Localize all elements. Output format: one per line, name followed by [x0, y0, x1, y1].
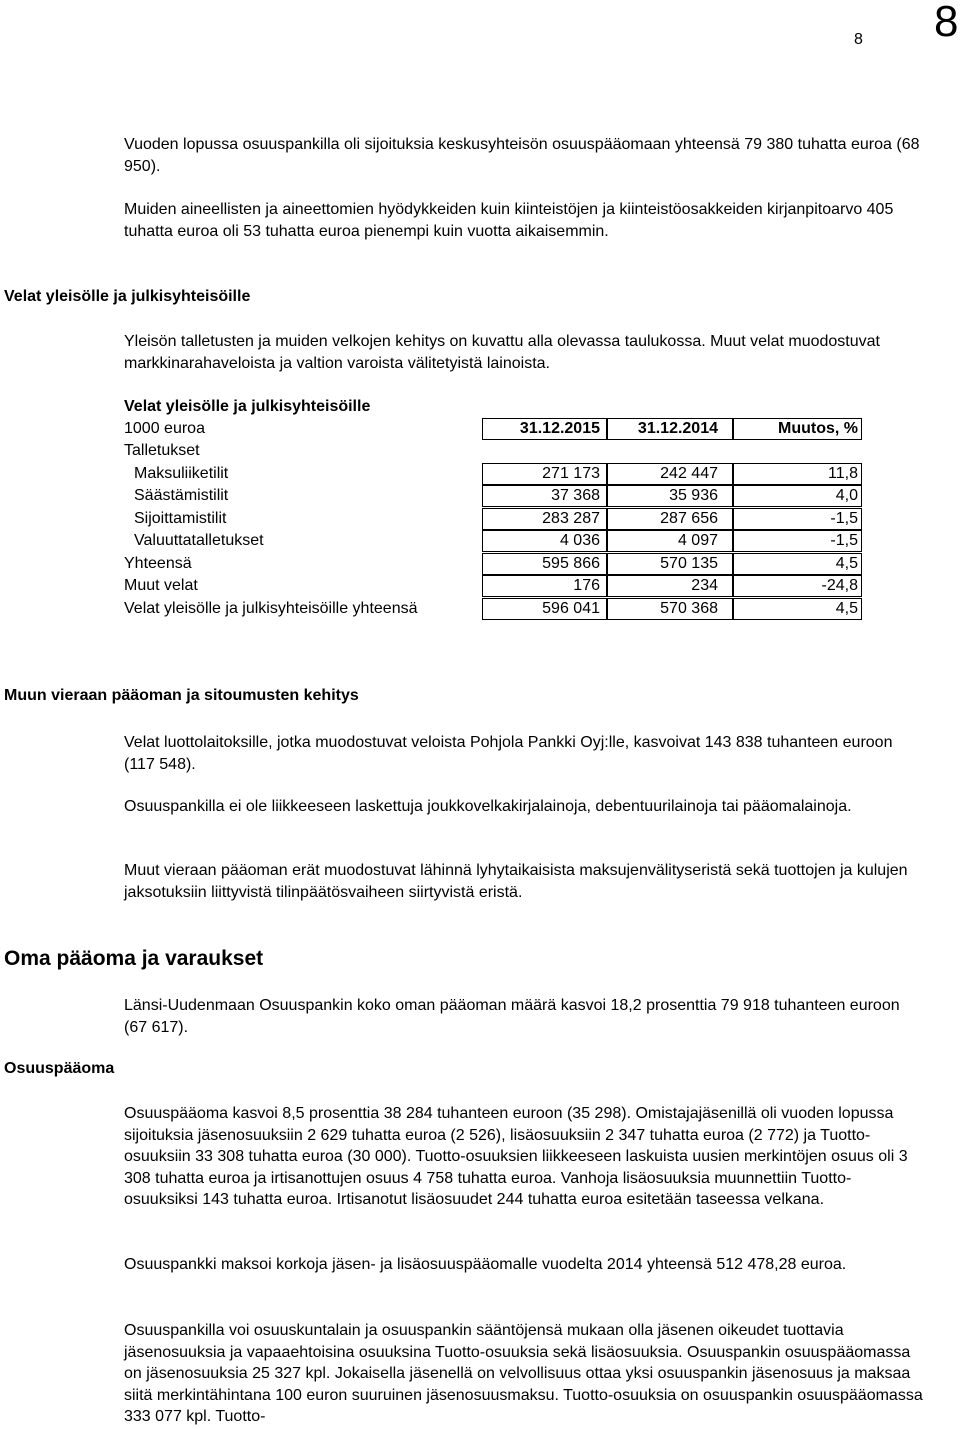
header-2014: 31.12.2014: [637, 420, 718, 437]
table-row: [124, 463, 864, 485]
cell-change: -24,8: [821, 577, 858, 594]
cell-2014: 242 447: [660, 464, 718, 482]
table-row: [124, 440, 864, 462]
equity-paragraph-1: Länsi-Uudenmaan Osuuspankin koko oman pääoman määrä kasvoi 18,2 prosenttia 79 918 tuhanteen euroon (67 617).: [124, 997, 900, 1036]
equity-paragraph-3: Osuuspankki maksoi korkoja jäsen- ja lisäosuuspääomalle vuodelta 2014 yhteensä 512 478,28 euroa.: [124, 1256, 847, 1273]
cell-2014: 4 097: [677, 532, 718, 549]
row-label: Maksuliiketilit: [134, 464, 229, 482]
cell-2014: 287 656: [660, 509, 718, 527]
table-header-row: [124, 418, 864, 440]
cell-2014: 234: [691, 577, 718, 594]
cell-2015: 176: [573, 577, 600, 594]
cell-change: 4,5: [835, 554, 858, 572]
cell-2014: 35 936: [669, 487, 718, 504]
subheading-cooperative-capital: Osuuspääoma: [4, 1060, 115, 1077]
table-row: [124, 485, 864, 507]
table-title: [124, 396, 864, 418]
page-number-large: 8: [934, 0, 959, 46]
row-label: Säästämistilit: [134, 487, 229, 504]
table-title-text: Velat yleisölle ja julkisyhteisöille: [124, 398, 371, 415]
intro-paragraph-1: Vuoden lopussa osuuspankilla oli sijoituksia keskusyhteisön osuuspääomaan yhteensä 79 380 tuhatta euroa (68 950).: [124, 136, 920, 175]
row-label: Muut velat: [124, 577, 198, 594]
table-row: [124, 553, 864, 575]
header-2015: 31.12.2015: [519, 420, 600, 437]
cell-2015: 595 866: [542, 554, 600, 572]
table-row: [124, 575, 864, 597]
other-paragraph-1: Velat luottolaitoksille, jotka muodostuvat veloista Pohjola Pankki Oyj:lle, kasvoivat 143 838 tuhanteen euroon (117 548).: [124, 734, 893, 773]
other-paragraph-2: Osuuspankilla ei ole liikkeeseen laskettuja joukkovelkakirjalainoja, debentuurilainoja tai pääomalainoja.: [124, 798, 852, 815]
table-row: [124, 598, 864, 620]
table-row: [124, 530, 864, 552]
table-row: [124, 508, 864, 530]
page-number: 8: [854, 31, 863, 48]
cell-change: -1,5: [830, 532, 858, 549]
cell-2015: 596 041: [542, 599, 600, 617]
cell-2014: 570 135: [660, 554, 718, 572]
cell-2015: 4 036: [559, 532, 600, 549]
section-heading-equity: Oma pääoma ja varaukset: [4, 947, 264, 970]
row-label: Talletukset: [124, 442, 200, 459]
cell-2015: 283 287: [542, 509, 600, 527]
deposits-paragraph: Yleisön talletusten ja muiden velkojen kehitys on kuvattu alla olevassa taulukossa. Muut velat muodostuvat markkinarahaveloista ja valtion varoista välitetyistä lainoista.: [124, 333, 880, 372]
row-label: Yhteensä: [124, 554, 192, 572]
row-label: Sijoittamistilit: [134, 509, 227, 527]
cell-2014: 570 368: [660, 599, 718, 617]
cell-change: 4,5: [835, 599, 858, 617]
header-unit: 1000 euroa: [124, 420, 205, 437]
cell-2015: 271 173: [542, 464, 600, 482]
header-change: Muutos, %: [778, 420, 858, 437]
row-label: Velat yleisölle ja julkisyhteisöille yhteensä: [124, 599, 418, 617]
row-label: Valuuttatalletukset: [134, 532, 264, 549]
cell-change: -1,5: [830, 509, 858, 527]
equity-paragraph-4: Osuuspankilla voi osuuskuntalain ja osuuspankin sääntöjensä mukaan olla jäsenen oikeudet tuottavia jäsenosuuksia ja vapaaehtoisina osuuksina Tuotto-osuuksia sekä lisäosuuksia. Osuuspankin osuuspääomassa on jäsenosuuksia 25 327 kpl. Jokaisella jäsenellä on velvollisuus ottaa yksi osuuspankin jäsenosuus ja maksaa siitä merkintähintana 100 euron suuruinen jäsenosuusmaksu. Tuotto-osuuksia on osuuspankin osuuspääomassa 333 077 kpl. Tuotto-: [124, 1322, 923, 1425]
intro-paragraph-2: Muiden aineellisten ja aineettomien hyödykkeiden kuin kiinteistöjen ja kiinteistöosakkeiden kirjanpitoarvo 405 tuhatta euroa oli 53 tuhatta euroa pienempi kuin vuotta aikaisemmin.: [124, 201, 894, 240]
section-heading-other-liabilities: Muun vieraan pääoman ja sitoumusten kehitys: [4, 687, 359, 704]
cell-change: 4,0: [835, 487, 858, 504]
cell-change: 11,8: [828, 464, 858, 482]
cell-2015: 37 368: [551, 487, 600, 504]
equity-paragraph-2: Osuuspääoma kasvoi 8,5 prosenttia 38 284 tuhanteen euroon (35 298). Omistajajäsenillä oli vuoden lopussa sijoituksia jäsenosuuksiin 2 629 tuhatta euroa (2 526), lisäosuuksiin 2 347 tuhatta euroa (2 772) ja Tuotto-osuuksiin 33 308 tuhatta euroa (30 000). Tuotto-osuuksien liikkeeseen laskuista uusien merkintöjen osuus oli 3 308 tuhatta euroa ja irtisanottujen osuus 4 758 tuhatta euroa. Vanhoja lisäosuuksia muunnettiin Tuotto-osuuksiksi 143 tuhatta euroa. Irtisanotut lisäosuudet 244 tuhatta euroa esitetään taseessa velkana.: [124, 1105, 908, 1208]
other-paragraph-3: Muut vieraan pääoman erät muodostuvat lähinnä lyhytaikaisista maksujenvälityseristä sekä tuottojen ja kulujen jaksotuksiin liittyvistä tilinpäätösvaiheen siirtyvistä eristä.: [124, 862, 908, 901]
section-heading-deposits: Velat yleisölle ja julkisyhteisöille: [4, 288, 251, 305]
